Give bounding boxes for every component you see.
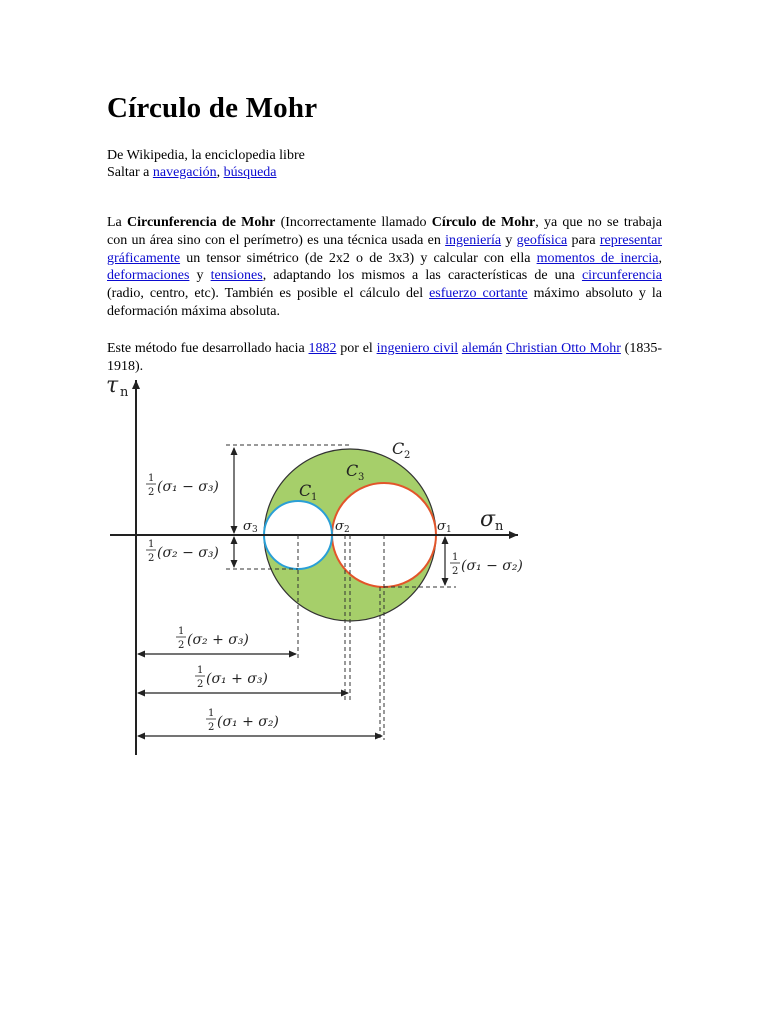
y-axis-label: τ: [106, 373, 119, 398]
svg-text:(σ₂ − σ₃): (σ₂ − σ₃): [157, 545, 219, 561]
link-circunferencia[interactable]: circunferencia: [581, 268, 663, 284]
svg-text:(σ₁ − σ₂): (σ₁ − σ₂): [461, 558, 523, 574]
svg-text:2: 2: [178, 640, 185, 651]
text-run: ,: [658, 250, 662, 266]
svg-text:1: 1: [148, 473, 155, 484]
intro-paragraph: [107, 214, 662, 321]
page-title: Círculo de Mohr: [107, 92, 318, 124]
label-c3-sub: 3: [358, 472, 365, 483]
text-run: para: [567, 232, 600, 248]
mohr-circle-diagram: [100, 370, 540, 760]
text-run: máximo absoluto y la deformación máxima absoluta.: [107, 286, 662, 319]
svg-text:2: 2: [197, 679, 204, 690]
text-run: (radio, centro, etc). También es posible el cálculo del: [107, 286, 430, 302]
link-christian-otto-mohr[interactable]: Christian Otto Mohr: [506, 341, 621, 356]
x-axis-subscript: n: [495, 519, 504, 534]
svg-text:1: 1: [197, 665, 204, 676]
point-sigma-3-sub: 3: [252, 525, 258, 535]
svg-text:(σ₁ + σ₃): (σ₁ + σ₃): [206, 671, 268, 687]
svg-text:(σ₁ − σ₃): (σ₁ − σ₃): [157, 479, 219, 495]
label-c2-sub: 2: [404, 450, 411, 461]
link-geofisica[interactable]: geofísica: [516, 232, 568, 248]
link-aleman[interactable]: alemán: [461, 341, 503, 356]
link-deformaciones[interactable]: deformaciones: [107, 268, 190, 284]
text-run: y: [501, 232, 517, 248]
label-sum-23: [176, 626, 249, 651]
label-c3: C: [346, 461, 359, 480]
search-link[interactable]: búsqueda: [223, 165, 277, 180]
svg-text:1: 1: [452, 552, 459, 563]
svg-text:(σ₂ + σ₃): (σ₂ + σ₃): [187, 632, 249, 648]
jump-prefix: Saltar a: [107, 165, 153, 180]
link-1882[interactable]: 1882: [308, 341, 337, 356]
point-sigma-2-sub: 2: [344, 525, 350, 535]
article-meta: [107, 147, 305, 181]
text-run: La: [107, 215, 127, 230]
source-line: De Wikipedia, la enciclopedia libre: [107, 148, 305, 163]
label-c1: C: [299, 481, 312, 500]
link-tensiones[interactable]: tensiones: [210, 268, 263, 284]
point-sigma-1-sub: 1: [446, 525, 452, 535]
svg-text:1: 1: [178, 626, 185, 637]
label-c2: C: [392, 439, 405, 458]
y-axis-subscript: n: [120, 385, 129, 400]
svg-text:1: 1: [148, 539, 155, 550]
text-run: , ya que no se trabaja con un área sino con el perímetro) es una técnica usada en: [107, 215, 662, 248]
text-run: y: [189, 268, 211, 284]
bold-term-circunferencia: Circunferencia de Mohr: [127, 215, 276, 230]
label-sum-12: [206, 708, 279, 733]
label-half-12: [450, 552, 523, 577]
jump-links: [107, 164, 305, 181]
svg-text:2: 2: [208, 722, 215, 733]
text-run: por el: [336, 341, 377, 356]
text-run: un tensor simétrico (de 2x2 o de 3x3) y calcular con ella: [180, 250, 537, 266]
link-ingenieria[interactable]: ingeniería: [445, 232, 502, 248]
point-sigma-3: σ: [243, 519, 252, 534]
navigation-link[interactable]: navegación: [152, 165, 217, 180]
svg-text:2: 2: [148, 487, 155, 498]
text-run: (1835-1918).: [107, 341, 662, 374]
text-run: Este método fue desarrollado hacia: [107, 341, 309, 356]
link-esfuerzo-cortante[interactable]: esfuerzo cortante: [429, 286, 528, 302]
svg-text:(σ₁ + σ₂): (σ₁ + σ₂): [217, 714, 279, 730]
svg-text:2: 2: [452, 566, 459, 577]
text-run: (Incorrectamente llamado: [275, 215, 432, 230]
label-sum-13: [195, 665, 268, 690]
svg-text:2: 2: [148, 553, 155, 564]
svg-text:1: 1: [208, 708, 215, 719]
label-half-23: [146, 539, 219, 564]
link-representar-graficamente[interactable]: representar gráficamente: [107, 232, 663, 266]
label-c1-sub: 1: [311, 492, 318, 503]
point-sigma-2: σ: [335, 519, 344, 534]
label-half-13: [146, 473, 219, 498]
link-momentos-de-inercia[interactable]: momentos de inercia: [536, 250, 659, 266]
link-ingeniero-civil[interactable]: ingeniero civil: [376, 341, 459, 356]
x-axis-label: σ: [480, 507, 496, 532]
point-sigma-1: σ: [437, 519, 446, 534]
jump-separator: ,: [216, 165, 224, 180]
bold-term-circulo: Círculo de Mohr: [431, 215, 536, 230]
text-run: , adaptando los mismos a las características de una: [262, 268, 582, 284]
